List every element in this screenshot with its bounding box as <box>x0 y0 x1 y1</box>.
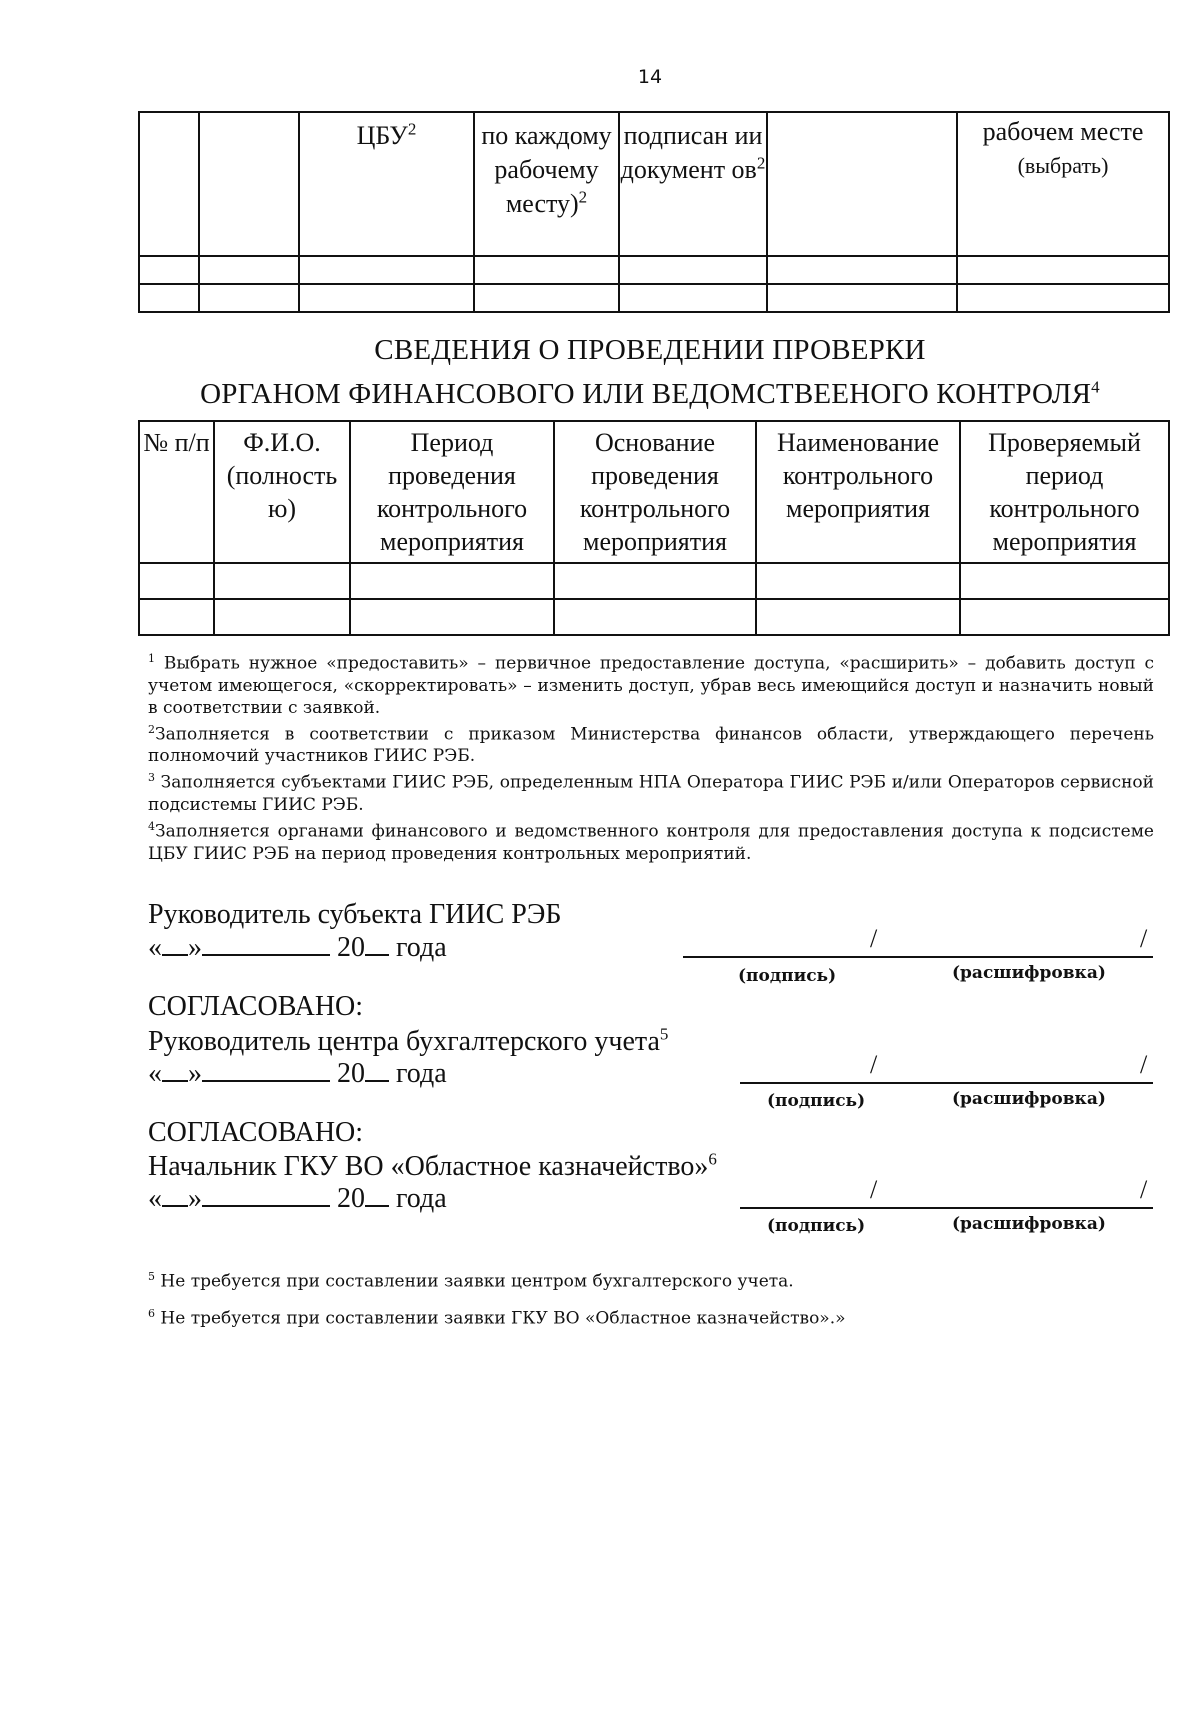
quote-close: » <box>188 1058 202 1089</box>
footnote-text: Заполняется субъектами ГИИС РЭБ, определенным НПА Оператора ГИИС РЭБ и/или Операторов сервисной подсистемы ГИИС РЭБ. <box>148 772 1154 815</box>
table-row <box>139 563 1169 599</box>
bottom-footnotes <box>148 1266 1154 1329</box>
footnote-3 <box>148 767 1154 816</box>
table-cell[interactable] <box>139 563 214 599</box>
header-name: Наименование контрольного мероприятия <box>756 421 960 563</box>
year-word: года <box>396 932 447 963</box>
access-table <box>138 111 1170 313</box>
footnote-number: 6 <box>148 1306 155 1320</box>
quote-open: « <box>148 932 162 963</box>
footnote-number: 2 <box>148 722 155 736</box>
table-cell[interactable] <box>199 284 299 312</box>
header-cbu: ЦБУ <box>356 121 408 150</box>
table-cell[interactable] <box>199 256 299 284</box>
slash: / <box>870 1175 878 1204</box>
year-prefix: 20 <box>337 932 365 963</box>
caption-signature: (подпись) <box>738 966 837 986</box>
agreed-label: СОГЛАСОВАНО: <box>148 991 364 1022</box>
slash: / <box>870 924 878 953</box>
signature-line[interactable] <box>683 956 1153 958</box>
footnotes <box>148 648 1154 865</box>
table-cell[interactable] <box>756 563 960 599</box>
agreed-label: СОГЛАСОВАНО: <box>148 1117 364 1148</box>
table-cell[interactable] <box>619 284 767 312</box>
table-cell[interactable] <box>350 599 554 635</box>
table-cell[interactable] <box>350 563 554 599</box>
date-field-1[interactable] <box>148 932 447 964</box>
footnote-ref: 4 <box>1091 377 1100 397</box>
header-checked-period: Проверяемый период контрольного мероприятия <box>960 421 1169 563</box>
caption-decode: (расшифровка) <box>952 1089 1106 1109</box>
footnote-1 <box>148 648 1154 719</box>
table-cell <box>299 112 474 256</box>
footnote-5 <box>148 1266 1154 1293</box>
table-cell[interactable] <box>299 284 474 312</box>
table-cell[interactable] <box>767 256 957 284</box>
footnote-2 <box>148 719 1154 768</box>
table-cell <box>199 112 299 256</box>
footnote-number: 3 <box>148 771 155 785</box>
footnote-text: Не требуется при составлении заявки ГКУ ВО «Областное казначейство».» <box>160 1308 846 1329</box>
quote-open: « <box>148 1058 162 1089</box>
slash: / <box>1140 1050 1148 1079</box>
table-cell[interactable] <box>960 563 1169 599</box>
signer-accounting-head <box>148 1025 1168 1059</box>
footnote-text: Не требуется при составлении заявки центром бухгалтерского учета. <box>160 1271 794 1292</box>
footnote-text: Заполняется в соответствии с приказом Министерства финансов области, утверждающего перечень полномочий участников ГИИС РЭБ. <box>148 724 1154 767</box>
quote-close: » <box>188 932 202 963</box>
table-cell[interactable] <box>756 599 960 635</box>
control-table <box>138 420 1170 636</box>
footnote-ref: 6 <box>708 1149 717 1169</box>
table-row <box>139 421 1169 563</box>
table-row <box>139 599 1169 635</box>
header-workplace: рабочем месте <box>982 117 1144 146</box>
footnote-ref: 2 <box>407 119 417 139</box>
footnote-number: 1 <box>148 652 155 665</box>
table-cell[interactable] <box>139 284 199 312</box>
table-cell <box>767 112 957 256</box>
signer-title: Руководитель центра бухгалтерского учета <box>148 1026 660 1057</box>
table-cell[interactable] <box>957 284 1169 312</box>
section-title-text: ОРГАНОМ ФИНАНСОВОГО ИЛИ ВЕДОМСТВЕЕНОГО КОНТРОЛЯ <box>200 378 1092 410</box>
year-word: года <box>396 1183 447 1214</box>
table-cell[interactable] <box>619 256 767 284</box>
signature-line[interactable] <box>740 1082 1153 1084</box>
table-cell[interactable] <box>767 284 957 312</box>
table-cell[interactable] <box>214 599 350 635</box>
table-cell[interactable] <box>474 256 619 284</box>
caption-decode: (расшифровка) <box>952 963 1106 983</box>
table-cell[interactable] <box>474 284 619 312</box>
page-number: 14 <box>637 66 663 88</box>
section-title-line2 <box>0 372 1200 416</box>
header-period: Период проведения контрольного мероприятия <box>350 421 554 563</box>
header-choose: (выбрать) <box>1017 153 1109 178</box>
caption-signature: (подпись) <box>767 1091 866 1111</box>
table-row <box>139 112 1169 256</box>
footnote-ref: 2 <box>578 187 588 207</box>
table-row <box>139 256 1169 284</box>
footnote-6 <box>148 1303 1154 1330</box>
table-cell <box>957 112 1169 256</box>
footnote-number: 4 <box>148 819 155 833</box>
footnote-ref: 2 <box>756 153 766 173</box>
section-title-line1: СВЕДЕНИЯ О ПРОВЕДЕНИИ ПРОВЕРКИ <box>374 334 926 366</box>
signer-title: Начальник ГКУ ВО «Областное казначейство» <box>148 1151 709 1182</box>
slash: / <box>870 1050 878 1079</box>
date-field-2[interactable] <box>148 1058 447 1090</box>
table-cell[interactable] <box>139 256 199 284</box>
quote-open: « <box>148 1183 162 1214</box>
caption-signature: (подпись) <box>767 1216 866 1236</box>
year-word: года <box>396 1058 447 1089</box>
table-cell <box>139 112 199 256</box>
footnote-ref: 5 <box>659 1024 669 1044</box>
table-cell[interactable] <box>214 563 350 599</box>
footnote-text: Заполняется органами финансового и ведомственного контроля для предоставления доступа к подсистеме ЦБУ ГИИС РЭБ на период проведения контрольных мероприятий. <box>148 821 1154 864</box>
table-cell[interactable] <box>139 599 214 635</box>
header-per-workplace: по каждому рабочему месту) <box>481 121 612 218</box>
footnote-number: 5 <box>148 1270 155 1283</box>
table-cell[interactable] <box>554 563 756 599</box>
signer-treasury-head <box>148 1150 1168 1184</box>
header-number: № п/п <box>139 421 214 563</box>
signer-subject-head: Руководитель субъекта ГИИС РЭБ <box>148 899 562 930</box>
table-cell[interactable] <box>554 599 756 635</box>
signature-line[interactable] <box>740 1207 1153 1209</box>
table-cell <box>474 112 619 256</box>
table-row <box>139 284 1169 312</box>
year-prefix: 20 <box>337 1058 365 1089</box>
table-cell[interactable] <box>299 256 474 284</box>
slash: / <box>1140 1175 1148 1204</box>
slash: / <box>1140 924 1148 953</box>
footnote-4 <box>148 816 1154 865</box>
quote-close: » <box>188 1183 202 1214</box>
date-field-3[interactable] <box>148 1183 447 1215</box>
year-prefix: 20 <box>337 1183 365 1214</box>
header-basis: Основание проведения контрольного мероприятия <box>554 421 756 563</box>
table-cell[interactable] <box>957 256 1169 284</box>
footnote-text: Выбрать нужное «предоставить» – первичное предоставление доступа, «расширить» – добавить доступ с учетом имеющегося, «скорректировать» – изменить доступ, убрав весь имеющийся доступ и назначить новый в соответствии с заявкой. <box>148 653 1154 718</box>
table-cell[interactable] <box>960 599 1169 635</box>
table-cell <box>619 112 767 256</box>
caption-decode: (расшифровка) <box>952 1214 1106 1234</box>
header-fio: Ф.И.О. (полность ю) <box>214 421 350 563</box>
header-signing: подписан ии документ ов <box>620 121 763 184</box>
